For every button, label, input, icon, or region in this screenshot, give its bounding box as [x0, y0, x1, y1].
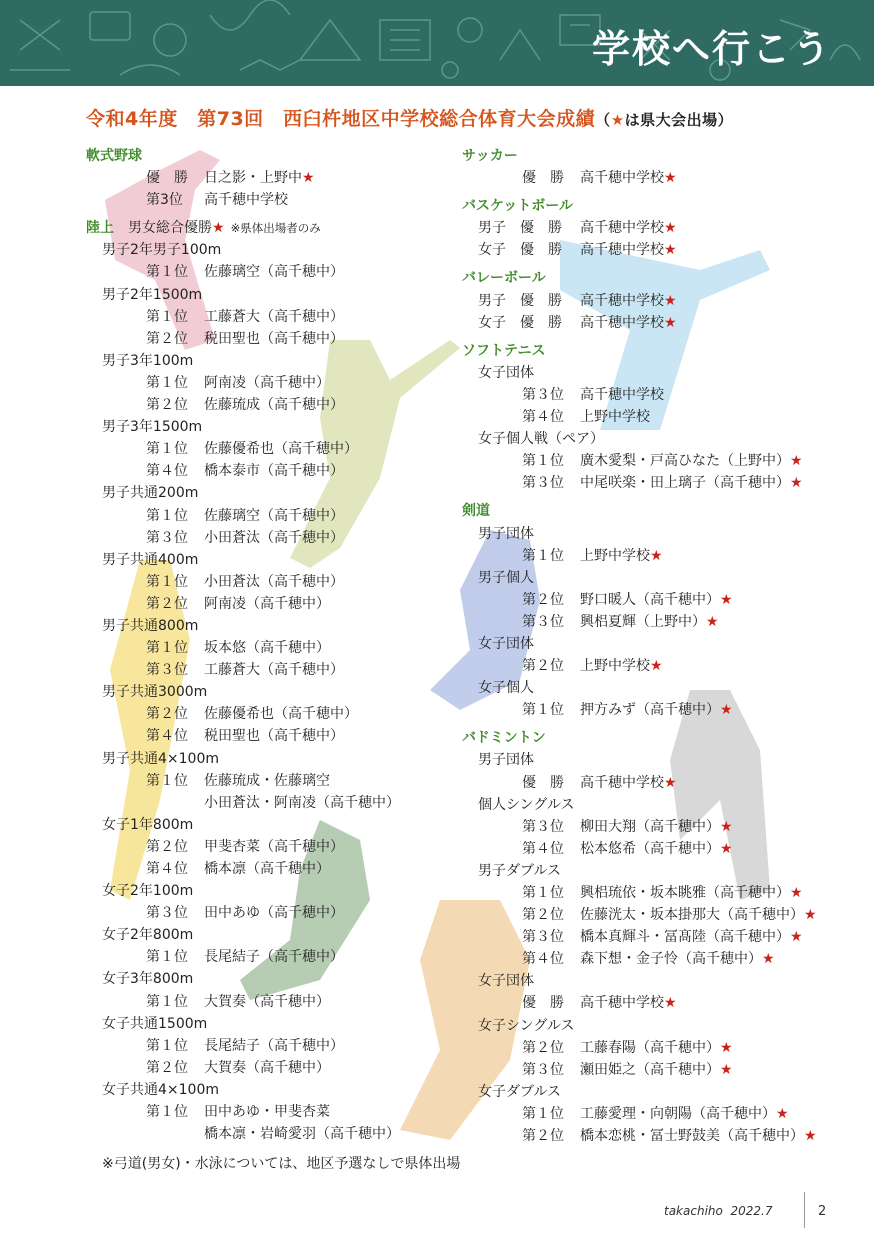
event-name: 女子個人戦（ペア） [478, 431, 604, 448]
star-icon: ★ [804, 907, 817, 924]
result-rank: 第４位 [522, 840, 564, 857]
sport-heading [86, 145, 466, 167]
result-name: 瀬田姫之（高千穂中） [580, 1061, 720, 1078]
sport-name: バレーボール [462, 270, 546, 287]
result-rank: 第１位 [522, 547, 564, 564]
star-icon: ★ [720, 702, 733, 719]
title-note [595, 111, 733, 129]
result-name: 甲斐杏菜（高千穂中） [204, 838, 344, 855]
result-name: 大賀奏（高千穂中） [204, 1059, 330, 1076]
result-row [462, 772, 862, 794]
event-label [86, 814, 466, 836]
star-icon: ★ [302, 170, 315, 187]
result-row [462, 217, 862, 239]
event-name: 女子団体 [478, 973, 534, 990]
result-rank: 第１位 [146, 507, 188, 524]
sport-heading [462, 500, 862, 522]
result-name: 押方みず（高千穂中） [580, 702, 720, 719]
result-name: 森下想・金子怜（高千穂中） [580, 951, 762, 968]
result-rank: 第3位 [146, 192, 183, 209]
footnote: ※弓道(男女)・水泳については、地区予選なしで県体出場 [102, 1156, 461, 1172]
star-icon: ★ [790, 453, 803, 470]
magazine-issue: 2022.7 [730, 1204, 773, 1218]
result-rank: 第１位 [146, 772, 188, 789]
result-name: 興梠琉依・坂本眺雅（高千穂中） [580, 885, 790, 901]
result-row [86, 593, 466, 615]
page-number: 2 [818, 1204, 827, 1219]
star-icon: ★ [720, 1061, 733, 1078]
event-label [86, 880, 466, 902]
result-row [462, 1103, 862, 1125]
star-icon: ★ [610, 111, 625, 129]
magazine-name [664, 1204, 773, 1218]
event-name: 女子個人 [478, 680, 534, 697]
event-label [86, 482, 466, 504]
result-row [86, 438, 466, 460]
result-row [462, 1059, 862, 1081]
result-row [462, 611, 862, 633]
result-row [462, 882, 862, 904]
result-name: 工藤春陽（高千穂中） [580, 1039, 720, 1056]
result-row [86, 372, 466, 394]
result-name: 興梠夏輝（上野中） [580, 613, 706, 630]
result-name: 橋本凛（高千穂中） [204, 861, 330, 877]
result-name: 工藤蒼大（高千穂中） [204, 308, 344, 325]
result-name: 高千穂中学校 [204, 192, 288, 209]
result-row [462, 926, 862, 948]
result-name: 田中あゆ・甲斐杏菜 [204, 1104, 330, 1121]
result-name: 野口暖人（高千穂中） [580, 591, 720, 608]
result-row [86, 902, 466, 924]
event-label [462, 362, 862, 384]
star-icon: ★ [790, 929, 803, 946]
result-row [462, 167, 862, 189]
event-label [86, 549, 466, 571]
result-name: 小田蒼汰（高千穂中） [204, 529, 344, 546]
result-name: 高千穂中学校 [580, 314, 664, 331]
result-name: 橋本真輝斗・冨髙陸（高千穂中） [580, 929, 790, 946]
event-label [86, 924, 466, 946]
result-rank: 第３位 [146, 662, 188, 679]
result-name: 長尾結子（高千穂中） [204, 1037, 344, 1054]
result-row [462, 472, 862, 494]
magazine-title: takachiho [664, 1204, 723, 1218]
star-icon: ★ [776, 1105, 789, 1122]
result-name: 橋本泰市（高千穂中） [204, 463, 344, 480]
result-row [86, 328, 466, 350]
event-name: 男子ダブルス [478, 862, 562, 879]
result-row [462, 1125, 862, 1147]
sport-name: 剣道 [462, 503, 490, 520]
event-label [86, 968, 466, 990]
event-name: 男子団体 [478, 752, 534, 769]
event-name: 女子シングルス [478, 1017, 575, 1034]
sport-name: 陸上 [86, 220, 114, 237]
result-row [86, 505, 466, 527]
sport-name: サッカー [462, 148, 518, 164]
result-rank: 第２位 [146, 706, 188, 723]
result-row [86, 637, 466, 659]
result-row [462, 838, 862, 860]
event-name: 男子共通200m [102, 485, 199, 502]
event-label [462, 567, 862, 589]
result-row [86, 703, 466, 725]
event-label [86, 416, 466, 438]
result-rank: 第２位 [146, 595, 188, 612]
result-name: 廣木愛梨・戸高ひなた（上野中） [580, 453, 790, 470]
result-name: 佐藤優希也（高千穂中） [204, 706, 358, 723]
event-name: 女子1年800m [102, 816, 194, 833]
result-row [86, 770, 466, 792]
star-icon: ★ [790, 475, 803, 492]
title-main: 令和4年度 第73回 西臼杵地区中学校総合体育大会成績 [86, 108, 596, 130]
result-name: 阿南凌（高千穂中） [204, 374, 330, 391]
event-label [462, 633, 862, 655]
result-rank: 第１位 [146, 441, 188, 458]
result-name: 佐藤琉成・佐藤璃空 [204, 772, 330, 789]
result-name: 長尾結子（高千穂中） [204, 949, 344, 966]
event-label [86, 681, 466, 703]
result-name: 佐藤洸太・坂本掛那大（高千穂中） [580, 907, 804, 924]
result-name: 小田蒼汰（高千穂中） [204, 573, 344, 590]
result-row [462, 1037, 862, 1059]
result-name: 佐藤璃空（高千穂中） [204, 507, 344, 524]
result-row [86, 394, 466, 416]
result-rank: 第４位 [146, 728, 188, 745]
result-rank: 第２位 [522, 1128, 564, 1145]
result-rank: 第４位 [522, 951, 564, 968]
result-row [86, 858, 466, 880]
result-name: 高千穂中学校 [580, 242, 664, 259]
result-rank: 第２位 [146, 330, 188, 347]
result-name: 高千穂中学校 [580, 220, 664, 237]
result-rank: 第３位 [522, 818, 564, 835]
result-row [462, 816, 862, 838]
result-name: 橋本恋桃・冨士野鼓美（高千穂中） [580, 1128, 804, 1145]
result-rank: 第３位 [522, 1061, 564, 1078]
sport-extra: 男女総合優勝 [114, 220, 212, 237]
result-row [86, 1057, 466, 1079]
event-label [86, 615, 466, 637]
result-rank: 第１位 [146, 949, 188, 966]
result-row [86, 946, 466, 968]
star-icon: ★ [720, 840, 733, 857]
result-rank: 第１位 [146, 993, 188, 1010]
star-icon: ★ [664, 220, 677, 237]
left-results-column [86, 145, 466, 1145]
result-rank: 第３位 [146, 529, 188, 546]
result-rank: 優 勝 [522, 170, 564, 187]
result-name: 佐藤優希也（高千穂中） [204, 441, 358, 458]
event-name: 女子共通1500m [102, 1015, 208, 1032]
result-rank: 第４位 [146, 463, 188, 480]
event-label [86, 239, 466, 261]
event-label [462, 1015, 862, 1037]
event-name: 個人シングルス [478, 796, 575, 813]
result-row [86, 527, 466, 549]
result-name: 高千穂中学校 [580, 995, 664, 1012]
event-name: 女子3年800m [102, 971, 194, 988]
result-rank: 優 勝 [522, 995, 564, 1012]
sport-name: バスケットボール [462, 198, 574, 215]
result-name: 大賀奏（高千穂中） [204, 993, 330, 1010]
result-rank: 第１位 [146, 1037, 188, 1054]
result-name: 高千穂中学校 [580, 292, 664, 309]
result-row [462, 992, 862, 1014]
result-rank: 第１位 [146, 1104, 188, 1121]
result-rank: 第２位 [522, 907, 564, 924]
star-icon: ★ [706, 613, 719, 630]
result-rank: 第１位 [146, 573, 188, 590]
result-rank: 優 勝 [522, 774, 564, 791]
star-icon: ★ [664, 170, 677, 187]
event-label [462, 749, 862, 771]
event-label [462, 677, 862, 699]
result-rank: 女子 優 勝 [478, 314, 562, 331]
star-icon: ★ [804, 1128, 817, 1145]
result-row [462, 384, 862, 406]
event-name: 女子共通4×100m [102, 1081, 219, 1098]
result-rank: 第１位 [522, 453, 564, 470]
result-rank: 第２位 [146, 838, 188, 855]
result-row [86, 571, 466, 593]
result-rank: 第２位 [146, 397, 188, 414]
star-icon: ★ [664, 774, 677, 791]
event-name: 男子3年100m [102, 352, 194, 369]
result-row [462, 699, 862, 721]
event-name: 男子3年1500m [102, 419, 203, 436]
result-name: 田中あゆ（高千穂中） [204, 905, 344, 922]
result-row [86, 261, 466, 283]
result-rank: 第２位 [522, 591, 564, 608]
sport-name: バドミントン [462, 730, 546, 747]
star-icon: ★ [212, 220, 225, 237]
result-name: 高千穂中学校 [580, 386, 664, 403]
star-icon: ★ [664, 314, 677, 331]
event-label [86, 748, 466, 770]
result-name: 工藤蒼大（高千穂中） [204, 662, 344, 679]
right-results-column [462, 145, 862, 1147]
footer-divider [804, 1192, 805, 1228]
result-rank: 女子 優 勝 [478, 242, 562, 259]
note-text: は県大会出場） [624, 111, 734, 129]
result-row [86, 659, 466, 681]
sport-heading [462, 195, 862, 217]
result-rank: 第３位 [522, 613, 564, 630]
result-row [462, 239, 862, 261]
star-icon: ★ [664, 995, 677, 1012]
event-name: 女子団体 [478, 635, 534, 652]
sport-name: ソフトテニス [462, 342, 546, 359]
result-name: 税田聖也（高千穂中） [204, 728, 344, 745]
result-row [86, 836, 466, 858]
star-icon: ★ [720, 818, 733, 835]
result-rank: 優 勝 [146, 170, 188, 187]
star-icon: ★ [720, 1039, 733, 1056]
result-name: 上野中学校 [580, 409, 650, 426]
event-label [86, 350, 466, 372]
note-open: （ [595, 111, 611, 129]
event-name: 男子2年1500m [102, 286, 203, 303]
result-row [86, 306, 466, 328]
result-name: 松本悠希（高千穂中） [580, 840, 720, 857]
star-icon: ★ [720, 591, 733, 608]
section-title: 学校へ行こう [591, 27, 832, 71]
result-name: 上野中学校 [580, 547, 650, 564]
star-icon: ★ [664, 242, 677, 259]
event-name: 女子団体 [478, 364, 534, 381]
event-name: 男子共通800m [102, 617, 199, 634]
result-rank: 第１位 [522, 885, 564, 901]
result-rank: 第１位 [146, 264, 188, 281]
result-rank: 男子 優 勝 [478, 220, 562, 237]
result-row [86, 725, 466, 747]
result-name: 橋本凛・岩崎愛羽（高千穂中） [204, 1126, 400, 1143]
event-name: 男子個人 [478, 569, 534, 586]
result-name: 日之影・上野中 [204, 170, 302, 187]
sport-heading [462, 145, 862, 167]
result-name: 工藤愛理・向朝陽（高千穂中） [580, 1105, 776, 1122]
result-rank: 第４位 [522, 409, 564, 426]
result-row [86, 1101, 466, 1123]
event-name: 男子2年男子100m [102, 242, 222, 259]
event-label [462, 428, 862, 450]
result-name: 佐藤琉成（高千穂中） [204, 397, 344, 414]
event-label [462, 970, 862, 992]
result-row [462, 545, 862, 567]
result-row [462, 406, 862, 428]
result-rank: 第１位 [146, 308, 188, 325]
sport-note: ※県体出場者のみ [230, 221, 321, 236]
result-row [86, 991, 466, 1013]
event-label [462, 523, 862, 545]
event-label [86, 1013, 466, 1035]
result-row [462, 904, 862, 926]
event-label [462, 794, 862, 816]
result-row [86, 792, 466, 814]
sport-name: 軟式野球 [86, 148, 142, 164]
event-name: 女子2年800m [102, 927, 194, 944]
star-icon: ★ [664, 292, 677, 309]
result-row [86, 167, 466, 189]
result-name: 坂本悠（高千穂中） [204, 640, 330, 657]
star-icon: ★ [762, 951, 775, 968]
result-name: 高千穂中学校 [580, 774, 664, 791]
event-name: 男子共通3000m [102, 684, 208, 701]
result-row [86, 1123, 466, 1145]
result-name: 小田蒼汰・阿南凌（高千穂中） [204, 794, 400, 811]
result-name: 高千穂中学校 [580, 170, 664, 187]
sport-heading [86, 217, 466, 239]
result-rank: 第３位 [522, 929, 564, 946]
result-rank: 第１位 [522, 702, 564, 719]
result-name: 中尾咲楽・田上璃子（高千穂中） [580, 475, 790, 492]
result-name: 佐藤璃空（高千穂中） [204, 264, 344, 281]
event-name: 女子2年100m [102, 883, 194, 900]
event-name: 男子共通400m [102, 551, 199, 568]
result-name: 税田聖也（高千穂中） [204, 330, 344, 347]
result-name: 阿南凌（高千穂中） [204, 595, 330, 612]
event-label [86, 284, 466, 306]
result-rank: 第３位 [522, 475, 564, 492]
result-row [86, 460, 466, 482]
result-row [86, 189, 466, 211]
result-rank: 第３位 [146, 905, 188, 922]
event-label [462, 860, 862, 882]
result-rank: 第２位 [522, 658, 564, 675]
star-icon: ★ [650, 658, 663, 675]
result-rank: 第１位 [522, 1105, 564, 1122]
event-name: 男子団体 [478, 525, 534, 542]
event-name: 女子ダブルス [478, 1083, 562, 1100]
result-row [462, 450, 862, 472]
sport-heading [462, 727, 862, 749]
result-rank: 第２位 [146, 1059, 188, 1076]
sport-heading [462, 340, 862, 362]
result-name: 柳田大翔（高千穂中） [580, 818, 720, 835]
event-name: 男子共通4×100m [102, 750, 219, 767]
result-rank: 第２位 [522, 1039, 564, 1056]
page-title [86, 104, 733, 131]
event-label [462, 1081, 862, 1103]
result-name: 上野中学校 [580, 658, 650, 675]
star-icon: ★ [650, 547, 663, 564]
result-row [462, 290, 862, 312]
sport-heading [462, 267, 862, 289]
result-row [462, 312, 862, 334]
result-row [86, 1035, 466, 1057]
result-rank: 第３位 [522, 386, 564, 403]
result-row [462, 655, 862, 677]
result-rank: 第４位 [146, 861, 188, 877]
result-row [462, 589, 862, 611]
result-rank: 第１位 [146, 374, 188, 391]
result-row [462, 948, 862, 970]
result-rank: 男子 優 勝 [478, 292, 562, 309]
event-label [86, 1079, 466, 1101]
star-icon: ★ [790, 885, 803, 901]
result-rank: 第１位 [146, 640, 188, 657]
